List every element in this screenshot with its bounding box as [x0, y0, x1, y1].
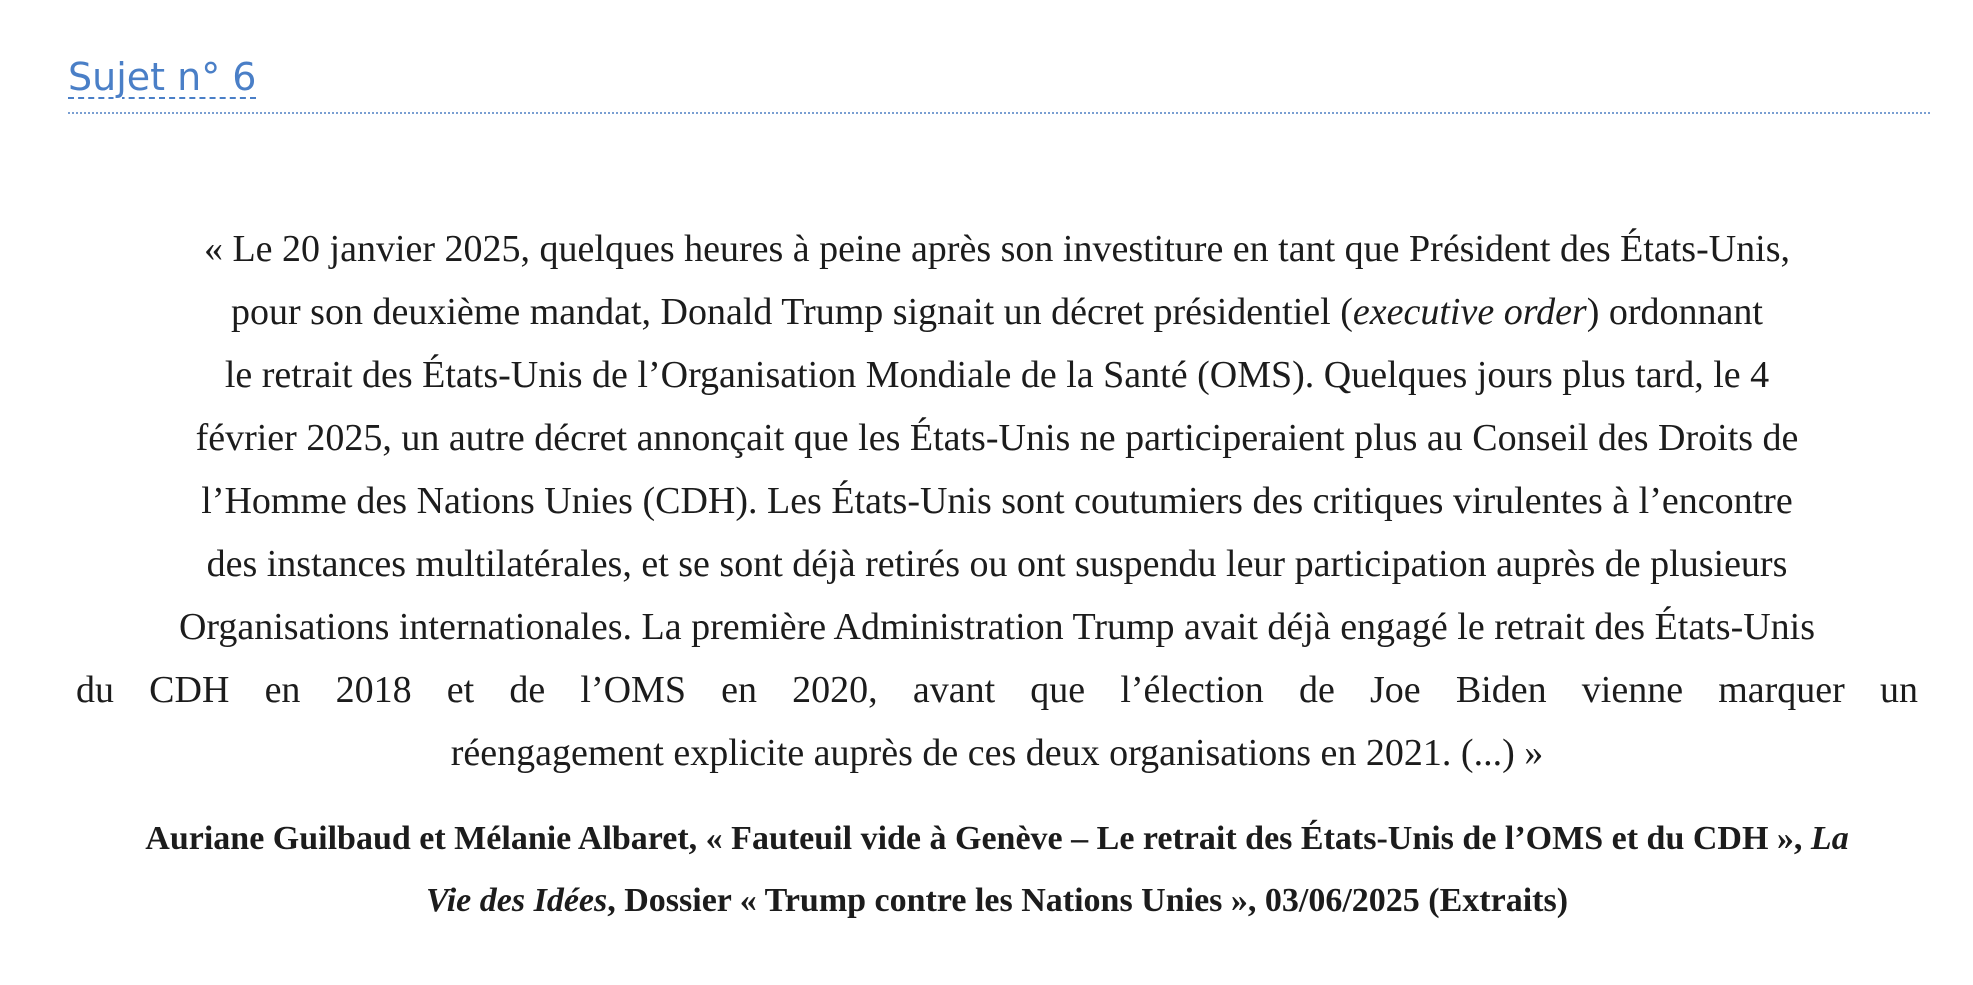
quote-line-7: Organisations internationales. La première Administration Trump avait déjà engagé le retrait des États-Unis: [178, 606, 1816, 648]
citation-authors-title: Auriane Guilbaud et Mélanie Albaret, « Fauteuil vide à Genève – Le retrait des États-Unis de l’OMS et du CDH »,: [145, 820, 1811, 857]
heading-container: [68, 55, 1930, 114]
quote-line-3: le retrait des États-Unis de l’Organisation Mondiale de la Santé (OMS). Quelques jours plus tard, le 4: [224, 354, 1770, 396]
quote-line-2-start: pour son deuxième mandat, Donald Trump signait un décret présidentiel (: [231, 291, 1353, 333]
citation-line-1: [76, 808, 1918, 870]
quote-line-4: février 2025, un autre décret annonçait que les États-Unis ne participeraient plus au Conseil des Droits de: [195, 417, 1799, 459]
citation-dossier-date: , Dossier « Trump contre les Nations Unies », 03/06/2025 (Extraits): [607, 882, 1569, 919]
quote-italic-term: executive order: [1352, 291, 1587, 333]
quote-line-8: du CDH en 2018 et de l’OMS en 2020, avant que l’élection de Joe Biden vienne marquer un: [76, 669, 1918, 711]
quote-line-2-end: ) ordonnant: [1586, 291, 1763, 333]
quote-line-1: « Le 20 janvier 2025, quelques heures à peine après son investiture en tant que Président des États-Unis,: [203, 228, 1791, 270]
quote-line-5: l’Homme des Nations Unies (CDH). Les États-Unis sont coutumiers des critiques virulentes à l’encontre: [201, 480, 1793, 522]
quote-line-9: réengagement explicite auprès de ces deux organisations en 2021. (...) »: [450, 732, 1544, 774]
subject-heading: Sujet n° 6: [68, 55, 257, 99]
quote-line-6: des instances multilatérales, et se sont déjà retirés ou ont suspendu leur participation auprès de plusieurs: [206, 543, 1788, 585]
quote-block: [76, 218, 1918, 785]
quote-line-2: [76, 281, 1918, 344]
citation-journal-end: Vie des Idées: [425, 882, 608, 919]
citation-block: [76, 808, 1918, 932]
citation-line-2: [76, 870, 1918, 932]
citation-journal-start: La: [1810, 820, 1849, 857]
